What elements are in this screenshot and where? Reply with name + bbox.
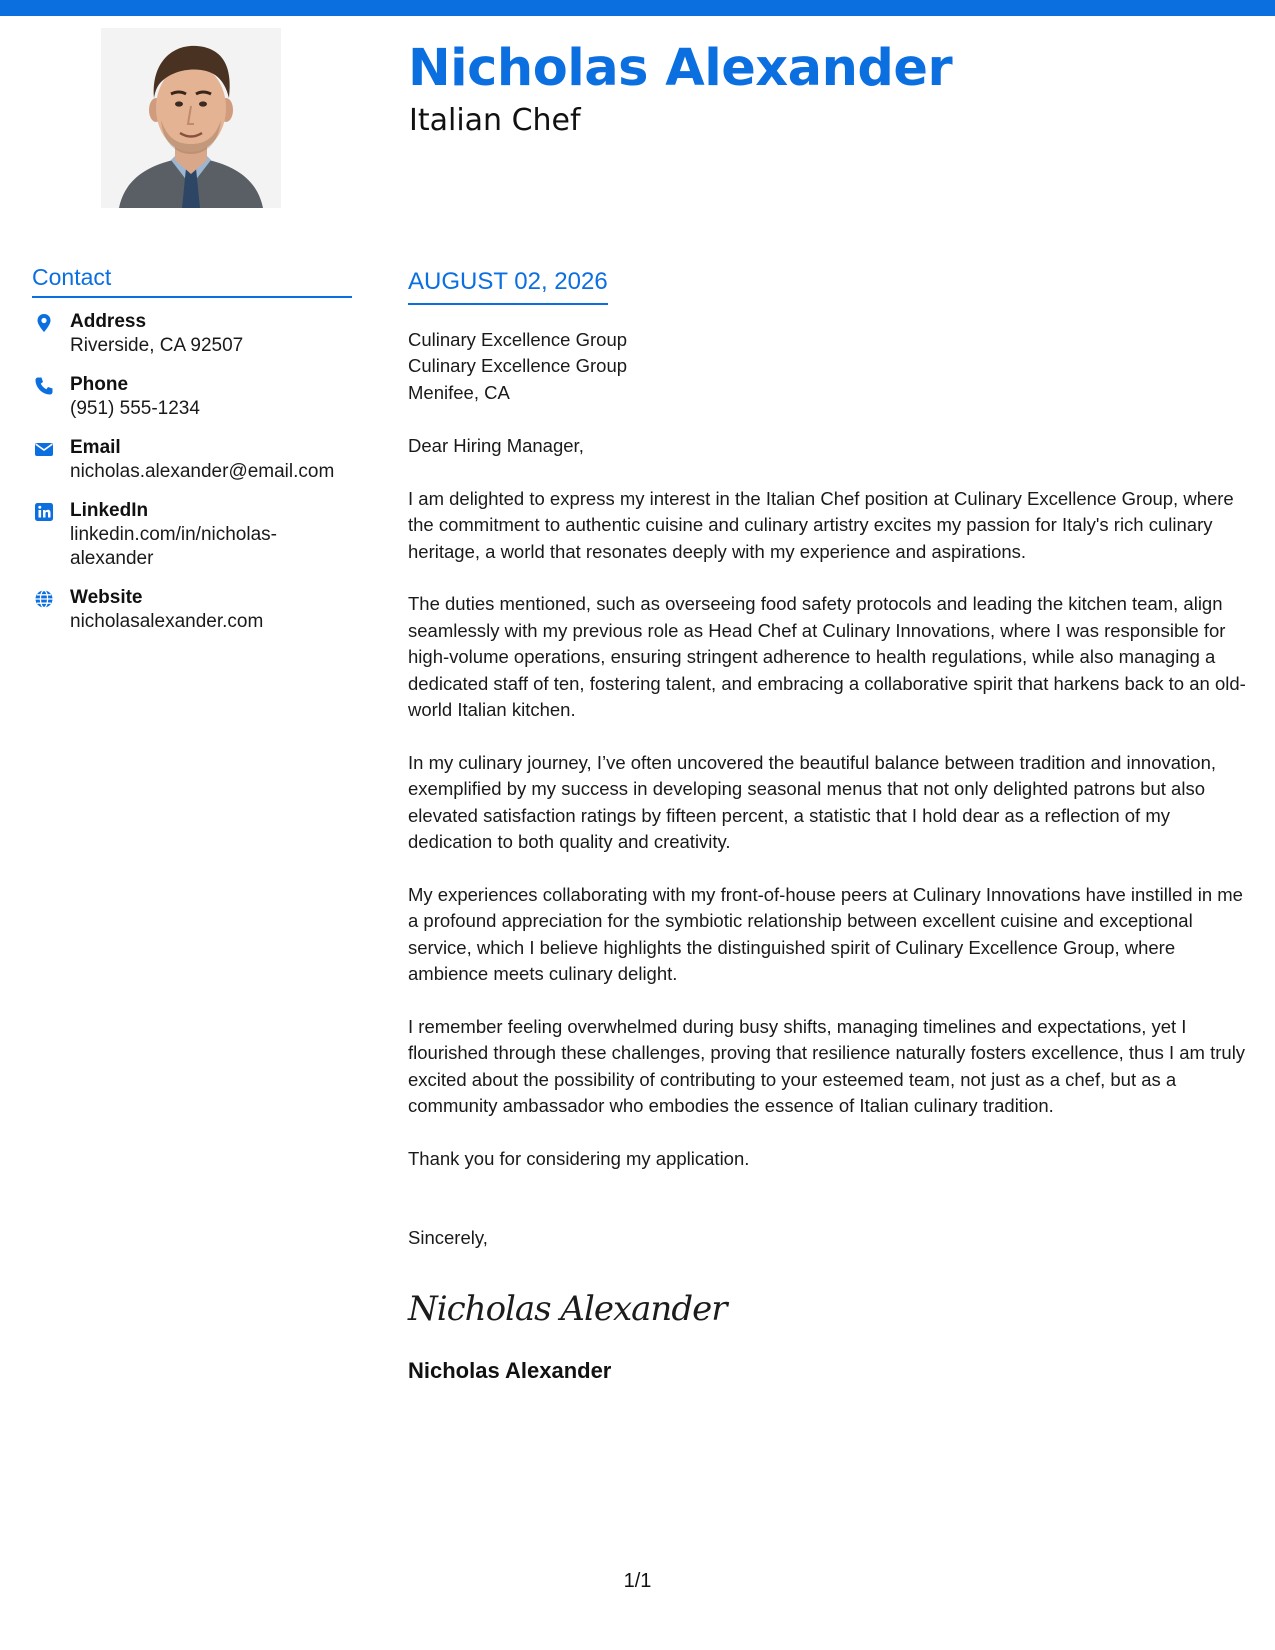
profile-photo xyxy=(101,28,281,208)
phone-label: Phone xyxy=(70,373,129,395)
email-label: Email xyxy=(70,436,121,458)
paragraph: I remember feeling overwhelmed during busy shifts, managing timelines and expectations, yet I flourished through these challenges, proving that resilience naturally fosters excellence, thus I am truly excited about the possibility of contributing to your esteemed team, not just as a chef, but as a community ambassador who embodies the essence of Italian culinary tradition. xyxy=(408,1015,1246,1117)
paragraph: Thank you for considering my application. xyxy=(408,1147,750,1169)
contact-email xyxy=(32,436,352,484)
contact-heading: Contact xyxy=(32,264,352,298)
map-pin-icon xyxy=(34,313,54,333)
address-label: Address xyxy=(70,310,147,332)
page-number: 1/1 xyxy=(623,1570,652,1592)
letter-body xyxy=(408,268,1248,1384)
contact-phone xyxy=(32,373,352,421)
phone-value: (951) 555-1234 xyxy=(70,397,200,419)
phone-icon xyxy=(34,376,54,396)
top-accent-bar xyxy=(0,0,1275,16)
job-title: Italian Chef xyxy=(409,103,581,138)
website-value[interactable]: nicholasalexander.com xyxy=(70,610,264,632)
letter-date: AUGUST 02, 2026 xyxy=(408,268,608,305)
contact-linkedin xyxy=(32,499,352,571)
candidate-name: Nicholas Alexander xyxy=(408,39,953,98)
contact-website xyxy=(32,586,352,634)
paragraph: In my culinary journey, I’ve often uncovered the beautiful balance between tradition and innovation, exemplified by my success in developing seasonal menus that not only delighted patrons but also elevated satisfaction ratings by fifteen percent, a statistic that I hold dear as a reflection of my dedication to both quality and creativity. xyxy=(408,751,1217,853)
linkedin-icon xyxy=(34,502,54,522)
linkedin-value-line1[interactable]: linkedin.com/in/nicholas- xyxy=(70,523,277,545)
paragraph: The duties mentioned, such as overseeing food safety protocols and leading the kitchen team, align seamlessly with my previous role as Head Chef at Culinary Innovations, where I was responsible for high-volume operations, ensuring stringent adherence to health regulations, while also managing a dedicated staff of ten, fostering talent, and embracing a collaborative spirit that harkens back to an old-world Italian kitchen. xyxy=(408,593,1246,721)
recipient-line: Culinary Excellence Group xyxy=(408,355,628,377)
handwritten-signature: Nicholas Alexander xyxy=(408,1288,727,1329)
globe-icon xyxy=(34,589,54,609)
envelope-icon xyxy=(34,439,54,459)
address-value: Riverside, CA 92507 xyxy=(70,334,244,356)
recipient-line: Menifee, CA xyxy=(408,381,510,403)
contact-sidebar xyxy=(32,264,352,649)
recipient-block xyxy=(408,327,1248,407)
linkedin-value-line2[interactable]: alexander xyxy=(70,547,154,569)
recipient-line: Culinary Excellence Group xyxy=(408,328,628,350)
paragraph: My experiences collaborating with my front-of-house peers at Culinary Innovations have instilled in me a profound appreciation for the symbiotic relationship between excellent cuisine and exceptional service, which I believe highlights the distinguished spirit of Culinary Excellence Group, where ambience meets culinary delight. xyxy=(408,883,1243,985)
closing: Sincerely, xyxy=(408,1227,488,1249)
paragraph: I am delighted to express my interest in the Italian Chef position at Culinary Excellence Group, where the commitment to authentic cuisine and culinary artistry excites my passion for Italy's rich culinary heritage, a world that resonates deeply with my experience and aspirations. xyxy=(408,487,1234,562)
signed-name: Nicholas Alexander xyxy=(408,1357,612,1383)
email-value[interactable]: nicholas.alexander@email.com xyxy=(70,460,335,482)
website-label: Website xyxy=(70,586,143,608)
linkedin-label: LinkedIn xyxy=(70,499,149,521)
greeting: Dear Hiring Manager, xyxy=(408,435,584,457)
contact-address xyxy=(32,310,352,358)
